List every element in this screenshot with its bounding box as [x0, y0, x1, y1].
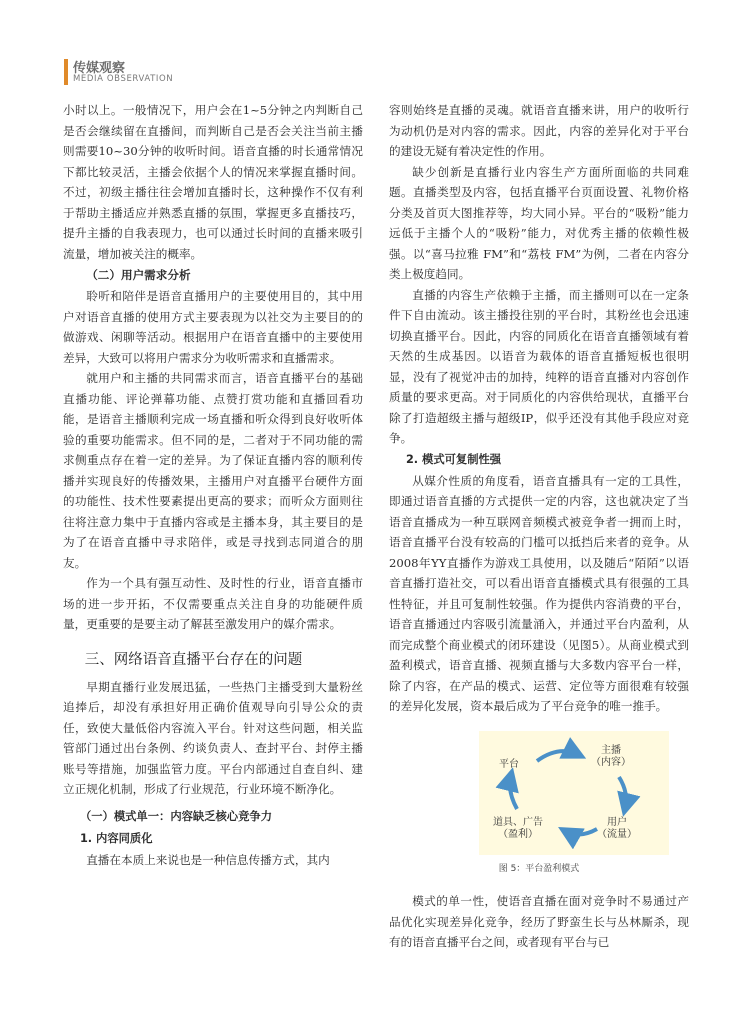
paragraph: 模式的单一性，使语音直播在面对竞争时不易通过产品优化实现差异化竞争，经历了野蛮生长与丛林厮杀，现有的语音直播平台之间，或者现有平台与已 — [389, 894, 689, 949]
subsection-heading-homogenization: 1. 内容同质化 — [79, 831, 153, 845]
node-props-ads: 道具、广告 （盈利） — [493, 816, 543, 840]
figure-caption: 图 5：平台盈利模式 — [498, 863, 580, 874]
node-anchor: 主播 （内容） — [591, 744, 631, 768]
node-platform: 平台 — [499, 758, 519, 770]
paragraph: 缺少创新是直播行业内容生产方面所面临的共同难题。直播类型及内容，包括直播平台页面设置、礼物价格分类及首页大图推荐等，均大同小异。平台的“吸粉”能力远低于主播个人的“吸粉”能力，对优秀主播的依赖性极强。以“喜马拉雅 FM”和“荔枝 FM”为例，二者在内容分类上极度趋同。 — [389, 164, 689, 281]
journal-subtitle: MEDIA OBSERVATION — [73, 74, 174, 84]
paragraph: 小时以上。一般情况下，用户会在1~5分钟之内判断自己是否会继续留在直播间，而判断自己是否会关注当前主播则需要10~30分钟的收听时间。语音直播的时长通常情况下都比较灵活，主播会依据个人的情况来掌握直播时间。不过，初级主播往往会增加直播时长，这种操作不仅有利于帮助主播适应并熟悉直播的氛围，掌握更多直播技巧，提升主播的自我表现力，也可以通过长时间的直播来吸引流量，增加被关注的概率。 — [63, 103, 363, 261]
paragraph: 早期直播行业发展迅猛，一些热门主播受到大量粉丝追捧后，却没有承担好用正确价值观导向引导公众的责任，致使大量低俗内容流入平台。针对这些问题，相关监管部门通过出台条例、约谈负责人、查封平台、封停主播账号等措施，加强监管力度。平台内部通过自查自纠、建立正规化机制，形成了行业规范，行业环境不断净化。 — [63, 679, 363, 796]
arrow-anchor-to-user — [619, 777, 626, 809]
arrow-user-to-props — [565, 829, 597, 835]
left-column — [63, 100, 363, 870]
paragraph: 直播在本质上来说也是一种信息传播方式，其内 — [86, 852, 330, 867]
section-heading-problems: 三、网络语音直播平台存在的问题 — [84, 651, 303, 668]
profit-model-diagram — [479, 731, 669, 855]
paragraph: 聆听和陪伴是语音直播用户的主要使用目的，其中用户对语音直播的使用方式主要表现为以社交为主要目的的做游戏、闲聊等活动。根据用户在语音直播中的主要使用差异，大致可以将用户需求分为收听需求和直播需求。 — [63, 289, 363, 365]
header-accent-bar — [64, 59, 68, 85]
right-column — [389, 100, 689, 953]
subsection-heading-single-mode: （一）模式单一：内容缺乏核心竞争力 — [79, 809, 272, 823]
node-user: 用户 （流量） — [597, 816, 637, 840]
paragraph: 就用户和主播的共同需求而言，语音直播平台的基础直播功能、评论弹幕功能、点赞打赏功能和直播回看功能，是语音主播顺利完成一场直播和听众得到良好收听体验的重要功能需求。但不同的是，二者对于不同功能的需求侧重点存在着一定的差异。为了保证直播内容的顺利传播并实现良好的传播效果，主播用户对直播平台硬件方面的功能性、技术性要素提出更高的要求；而听众方面则往往将注意力集中于直播内容或是主播本身，其主要目的是为了在语音直播中寻求陪伴，或是寻找到志同道合的朋友。 — [63, 371, 363, 570]
arrow-platform-to-anchor — [537, 751, 579, 761]
paragraph: 作为一个具有强互动性、及时性的行业，语音直播市场的进一步开拓，不仅需要重点关注自身的功能硬件质量，更重要的是要主动了解甚至激发用户的媒介需求。 — [63, 576, 363, 631]
paragraph: 直播的内容生产依赖于主播，而主播则可以在一定条件下自由流动。该主播投往别的平台时，其粉丝也会迅速切换直播平台。因此，内容的同质化在语音直播领域有着天然的生成基因。以语音为载体的语音直播短板也很明显，没有了视觉冲击的加持，纯粹的语音直播对内容创作质量的要求更高。对于同质化的内容供给现状，直播平台除了打造超级主播与超级IP，似乎还没有其他手段应对竞争。 — [389, 287, 689, 445]
journal-title: 传媒观察 — [73, 61, 126, 76]
arrow-props-to-platform — [510, 775, 517, 809]
paragraph: 从媒介性质的角度看，语音直播具有一定的工具性，即通过语音直播的方式提供一定的内容，这也就决定了当语音直播成为一种互联网音频模式被竞争者一拥而上时，语音直播平台没有较高的门槛可以抵挡后来者的竞争。从2008年YY直播作为游戏工具使用，以及随后“陌陌”以语音直播打造社交，可以看出语音直播模式具有很强的工具性特征，并且可复制性较强。作为提供内容消费的平台，语音直播通过内容吸引流量涌入，并通过平台内盈利，从而完成整个商业模式的闭环建设（见图5）。从商业模式到盈利模式，语音直播、视频直播与大多数内容平台一样，除了内容，在产品的模式、运营、定位等方面很难有较强的差异化发展，资本最后成为了平台竞争的唯一推手。 — [389, 473, 689, 713]
subsection-heading-replicability: 2. 模式可复制性强 — [405, 452, 502, 466]
paragraph: 容则始终是直播的灵魂。就语音直播来讲，用户的收听行为动机仍是对内容的需求。因此，内容的差异化对于平台的建设无疑有着决定性的作用。 — [389, 103, 689, 158]
section-heading-user-needs: （二）用户需求分析 — [86, 268, 191, 282]
